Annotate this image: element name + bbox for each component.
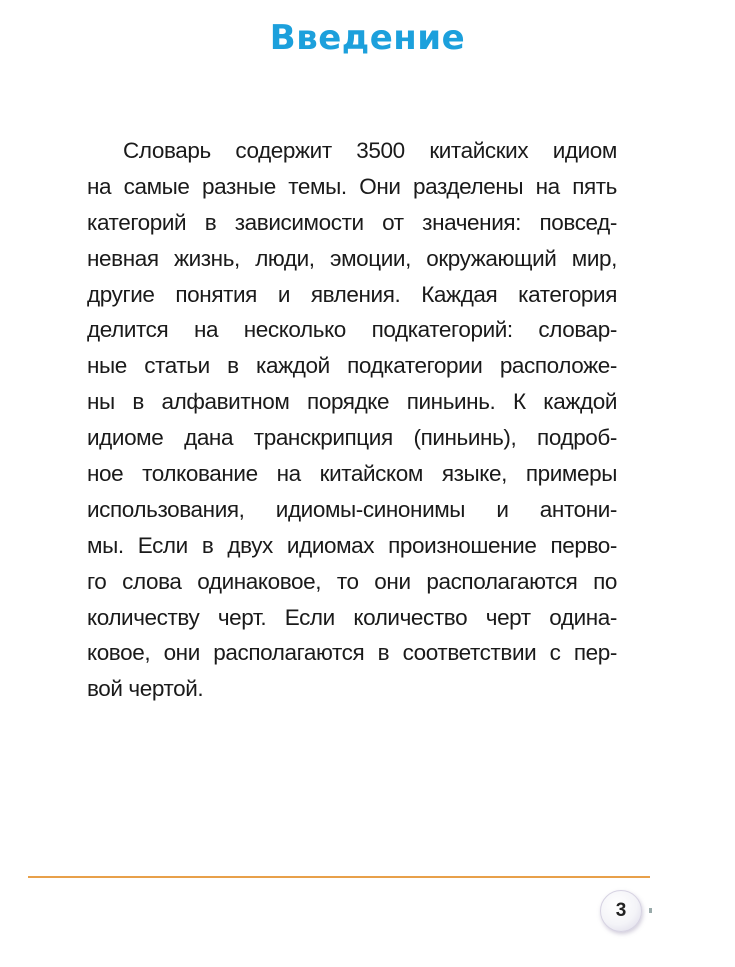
page-title: Введение xyxy=(269,18,466,58)
page-number: 3 xyxy=(615,900,627,921)
paragraph-line: невная жизнь, люди, эмоции, окружающий мир, xyxy=(87,245,617,271)
paragraph-line: мы. Если в двух идиомах произношение перво- xyxy=(87,532,617,558)
paragraph-line: использования, идиомы-синонимы и антони- xyxy=(87,496,617,522)
paragraph-line: на самые разные темы. Они разделены на пять xyxy=(87,173,617,199)
paragraph-line: категорий в зависимости от значения: повсед- xyxy=(87,209,617,235)
page-number-badge xyxy=(600,890,642,932)
footer-divider xyxy=(28,876,650,878)
badge-tick-mark xyxy=(649,908,652,913)
paragraph-line: идиоме дана транскрипция (пиньинь), подроб- xyxy=(87,425,617,451)
paragraph-line: ное толкование на китайском языке, примеры xyxy=(87,461,617,487)
intro-paragraph xyxy=(87,133,617,707)
paragraph-line: Словарь содержит 3500 китайских идиом xyxy=(123,138,617,163)
paragraph-line: ковое, они располагаются в соответствии с пер- xyxy=(87,640,617,666)
paragraph-line: вой чертой. xyxy=(87,676,204,702)
paragraph-line: делится на несколько подкатегорий: словар- xyxy=(87,317,617,343)
paragraph-line: количеству черт. Если количество черт одина- xyxy=(87,604,617,630)
paragraph-line: другие понятия и явления. Каждая категория xyxy=(87,281,617,307)
paragraph-line: го слова одинаковое, то они располагаются по xyxy=(87,568,617,594)
paragraph-line: ны в алфавитном порядке пиньинь. К каждой xyxy=(87,389,617,415)
paragraph-line: ные статьи в каждой подкатегории расположе- xyxy=(87,353,617,379)
